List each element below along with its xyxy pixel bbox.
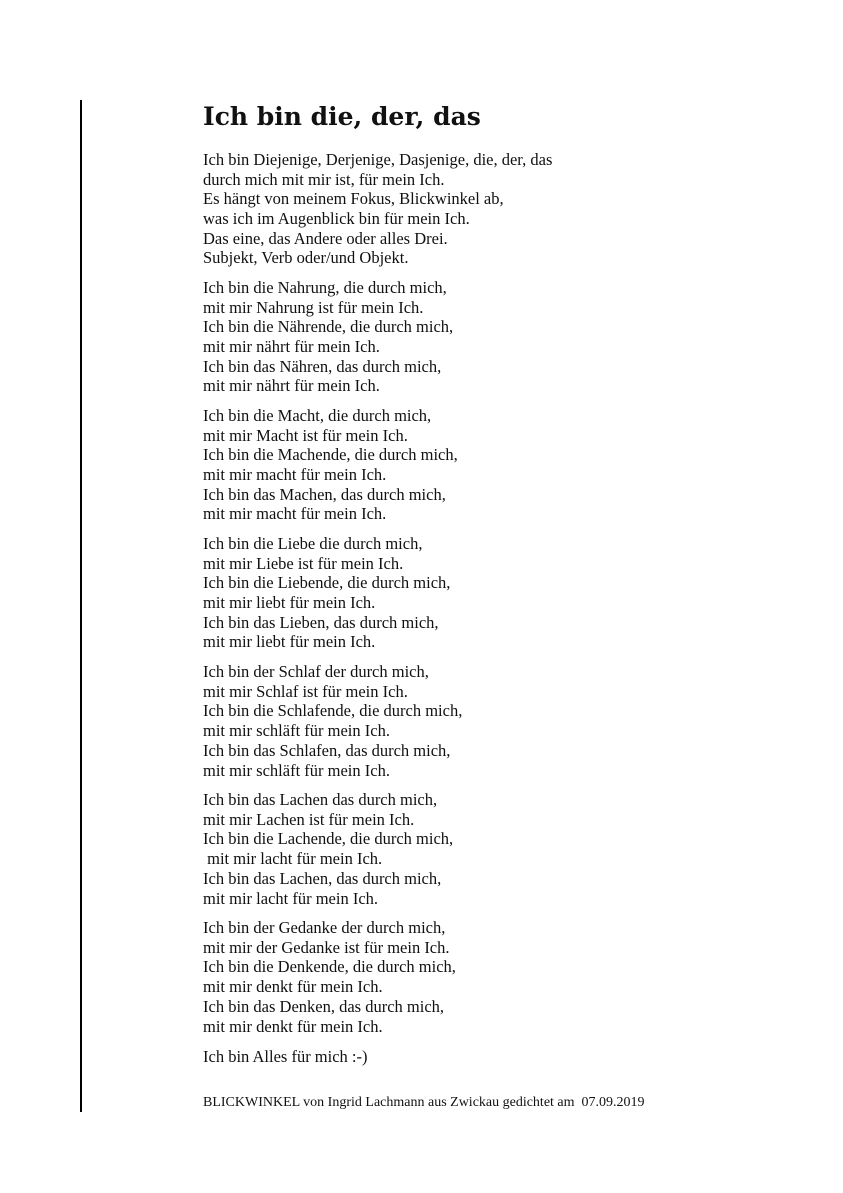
poem-line: Ich bin das Machen, das durch mich, xyxy=(203,484,446,504)
poem-line: mit mir schläft für mein Ich. xyxy=(203,760,390,780)
poem-line: Ich bin die Nährende, die durch mich, xyxy=(203,317,454,337)
poem-line: mit mir denkt für mein Ich. xyxy=(203,977,383,997)
poem-line: mit mir nährt für mein Ich. xyxy=(203,337,380,357)
poem-line: mit mir Liebe ist für mein Ich. xyxy=(203,553,404,573)
poem-line: Das eine, das Andere oder alles Drei. xyxy=(203,228,448,248)
poem-line: mit mir nährt für mein Ich. xyxy=(203,376,380,396)
stanza-4 xyxy=(203,534,552,652)
poem-line: Ich bin das Lachen, das durch mich, xyxy=(203,868,442,888)
poem-line: Es hängt von meinem Fokus, Blickwinkel ab, xyxy=(203,189,504,209)
left-margin-rule xyxy=(80,100,82,1112)
poem-line: mit mir Schlaf ist für mein Ich. xyxy=(203,681,408,701)
poem-line: Ich bin das Schlafen, das durch mich, xyxy=(203,740,451,760)
poem-line: mit mir macht für mein Ich. xyxy=(203,504,387,524)
poem-line: Ich bin die Denkende, die durch mich, xyxy=(203,957,456,977)
poem-line: Ich bin der Gedanke der durch mich, xyxy=(203,918,446,938)
stanza-3 xyxy=(203,406,552,524)
poem-line: Ich bin die Liebe die durch mich, xyxy=(203,534,423,554)
poem-line: Ich bin die Lachende, die durch mich, xyxy=(203,829,454,849)
poem-line: Ich bin das Nähren, das durch mich, xyxy=(203,356,442,376)
poem-line: mit mir Lachen ist für mein Ich. xyxy=(203,809,415,829)
poem-line: Ich bin Diejenige, Derjenige, Dasjenige, die, der, das xyxy=(203,150,553,169)
poem-line: Ich bin das Lachen das durch mich, xyxy=(203,790,438,810)
poem-line: mit mir lacht für mein Ich. xyxy=(203,849,383,869)
stanza-5 xyxy=(203,662,552,780)
poem-line: mit mir denkt für mein Ich. xyxy=(203,1016,383,1036)
poem-line: Ich bin die Nahrung, die durch mich, xyxy=(203,278,447,298)
poem-line: Ich bin der Schlaf der durch mich, xyxy=(203,662,429,682)
stanza-1 xyxy=(203,150,552,268)
stanza-2 xyxy=(203,278,552,396)
stanza-7 xyxy=(203,918,552,1036)
poem-line: Ich bin die Liebende, die durch mich, xyxy=(203,573,451,593)
poem-line: mit mir lacht für mein Ich. xyxy=(203,888,379,908)
closing-line: Ich bin Alles für mich :-) xyxy=(203,1047,368,1066)
poem-line: mit mir liebt für mein Ich. xyxy=(203,593,376,613)
poem-line: mit mir schläft für mein Ich. xyxy=(203,721,390,741)
footer-credit: BLICKWINKEL von Ingrid Lachmann aus Zwickau gedichtet am 07.09.2019 xyxy=(203,1095,645,1110)
poem-line: Ich bin die Macht, die durch mich, xyxy=(203,406,432,426)
poem-body xyxy=(203,150,552,1046)
poem-line: Ich bin die Schlafende, die durch mich, xyxy=(203,701,463,721)
poem-line: Ich bin die Machende, die durch mich, xyxy=(203,445,458,465)
poem-line: mit mir Nahrung ist für mein Ich. xyxy=(203,297,424,317)
stanza-6 xyxy=(203,790,552,908)
poem-line: was ich im Augenblick bin für mein Ich. xyxy=(203,209,470,229)
poem-line: Ich bin das Lieben, das durch mich, xyxy=(203,612,439,632)
poem-line: Ich bin das Denken, das durch mich, xyxy=(203,996,445,1016)
poem-line: durch mich mit mir ist, für mein Ich. xyxy=(203,169,445,189)
poem-line: mit mir der Gedanke ist für mein Ich. xyxy=(203,937,450,957)
poem-line: Subjekt, Verb oder/und Objekt. xyxy=(203,248,409,268)
poem-line: mit mir macht für mein Ich. xyxy=(203,465,387,485)
poem-line: mit mir Macht ist für mein Ich. xyxy=(203,425,408,445)
poem-line: mit mir liebt für mein Ich. xyxy=(203,632,376,652)
poem-title: Ich bin die, der, das xyxy=(203,102,481,131)
